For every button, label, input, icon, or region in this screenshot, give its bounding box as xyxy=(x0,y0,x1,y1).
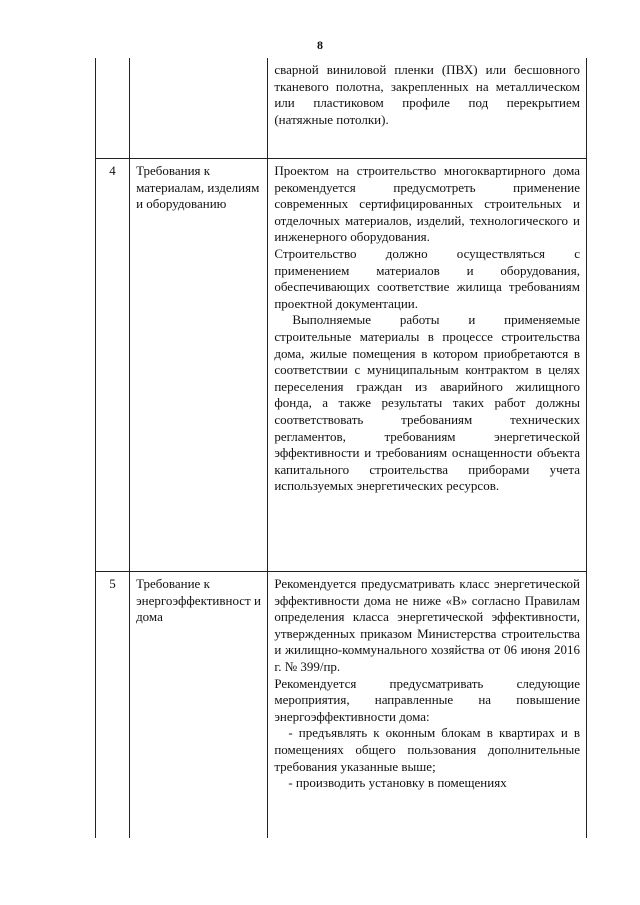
description-paragraph: Выполняемые работы и применяемые строительные материалы в процессе строительства дома, жилые помещения в котором приобретаются в соответствии с муниципальным контрактом в целях переселения граждан из аварийного жилищного фонда, а также результаты таких работ должны соответствовать требованиям технических регламентов, требованиям энергетической эффективности и требованиям оснащенности объекта капитального строительства приборами учета используемых энергетических ресурсов. xyxy=(274,312,580,494)
table-row xyxy=(96,159,587,572)
table-row xyxy=(96,572,587,839)
requirement-description-cell xyxy=(268,159,587,572)
requirement-description-cell xyxy=(268,58,587,159)
requirement-name-cell: Требование к энергоэффективност и дома xyxy=(130,572,268,839)
row-number-cell xyxy=(96,58,130,159)
description-list-item: - предъявлять к оконным блокам в квартирах и в помещениях общего пользования дополнительные требования указанные выше; xyxy=(274,725,580,774)
requirement-description-cell xyxy=(268,572,587,839)
description-paragraph: Проектом на строительство многоквартирного дома рекомендуется предусмотреть применение современных сертифицированных строительных и отделочных материалов, изделий, технологического и инженерного оборудования. xyxy=(274,163,580,245)
description-list-item: - производить установку в помещениях xyxy=(288,775,507,791)
row-number-cell: 4 xyxy=(96,159,130,572)
description-paragraph: Строительство должно осуществляться с применением материалов и оборудования, обеспечивающих соответствие жилища требованиям проектной документации. xyxy=(274,245,580,311)
requirements-table xyxy=(95,58,587,838)
requirement-name-cell xyxy=(130,58,268,159)
table-row xyxy=(96,58,587,159)
requirement-name-cell: Требования к материалам, изделиям и оборудованию xyxy=(130,159,268,572)
description-paragraph: сварной виниловой пленки (ПВХ) или бесшовного тканевого полотна, закрепленных на металлическом или пластиковом профиле под перекрытием (натяжные потолки). xyxy=(274,62,580,127)
description-paragraph: Рекомендуется предусматривать следующие мероприятия, направленные на повышение энергоэффективности дома: xyxy=(274,675,580,724)
page-number: 8 xyxy=(317,38,323,52)
description-paragraph: Рекомендуется предусматривать класс энергетической эффективности дома не ниже «В» согласно Правилам определения класса энергетической эффективности, утвержденных приказом Министерства строительства и жилищно-коммунального хозяйства от 06 июня 2016 г. № 399/пр. xyxy=(274,576,580,674)
row-number-cell: 5 xyxy=(96,572,130,839)
